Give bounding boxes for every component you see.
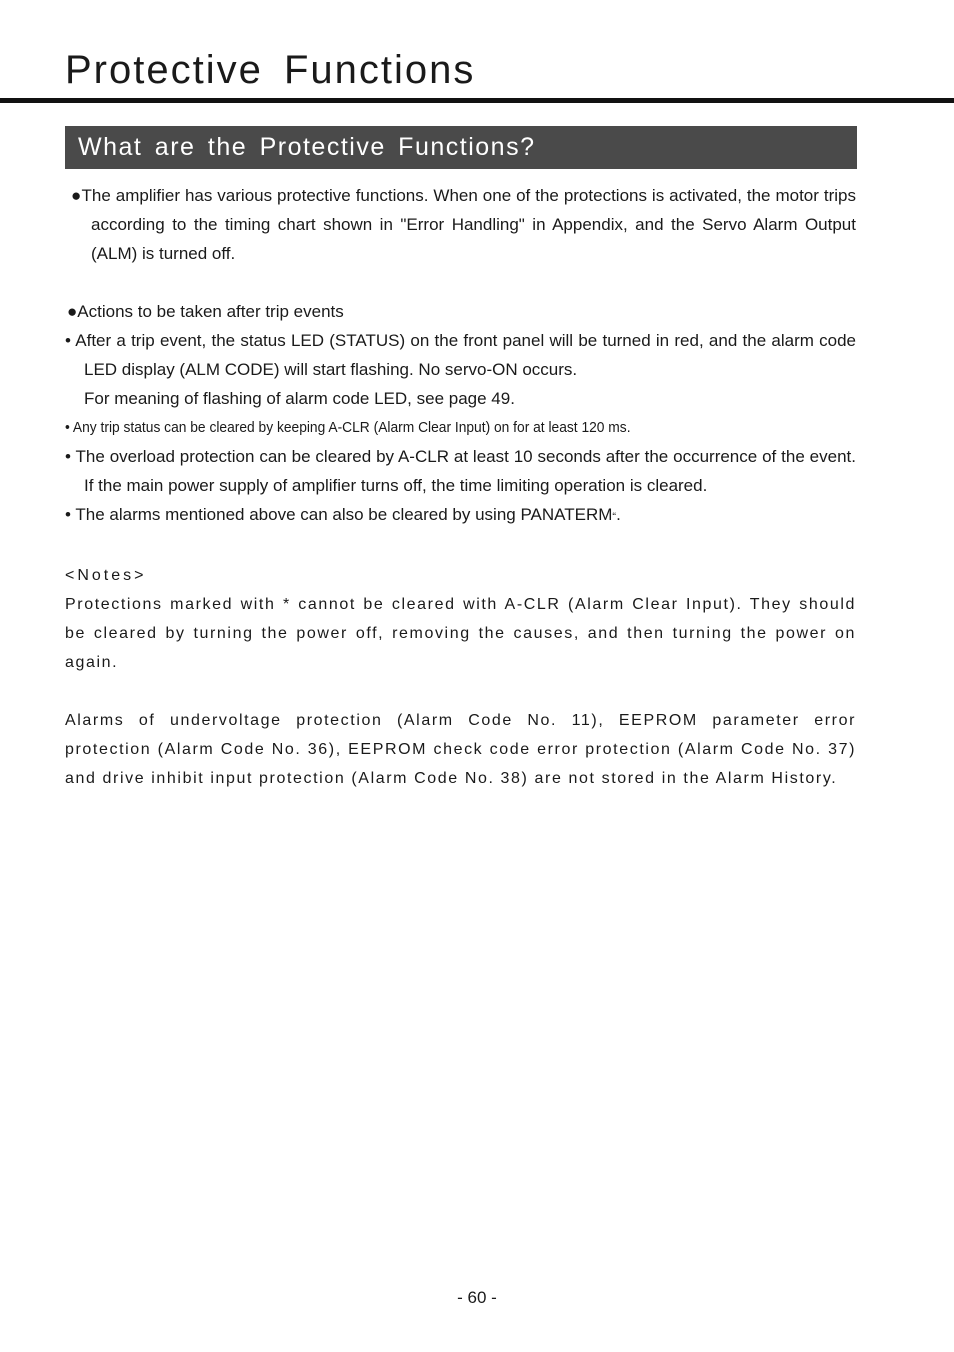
spacer <box>65 532 856 561</box>
page-title: Protective Functions <box>65 48 476 92</box>
trademark-mark: “ <box>612 511 617 523</box>
notes-paragraph-history: Alarms of undervoltage protection (Alarm Code No. 11), EEPROM parameter error protection (Alarm Code No. 36), EEPROM check code error protection (Alarm Code No. 37) and drive inhibit input protection (Alarm Code No. 38) are not stored in the Alarm History. <box>65 712 856 787</box>
intro-paragraph <box>65 181 856 268</box>
actions-item-panaterm-text: • The alarms mentioned above can also be cleared by using PANATERM <box>65 505 613 524</box>
actions-item-status-led-note: For meaning of flashing of alarm code LED, see page 49. <box>84 389 515 408</box>
page-number: - 60 - <box>457 1288 497 1307</box>
title-rule <box>0 98 954 103</box>
actions-heading-text: Actions to be taken after trip events <box>77 302 344 321</box>
spacer <box>65 677 856 706</box>
actions-heading <box>65 297 856 326</box>
actions-item-status-led: • After a trip event, the status LED (STATUS) on the front panel will be turned in red, and the alarm code LED display (ALM CODE) will start flashing. No servo-ON occurs. <box>65 331 856 379</box>
circle-bullet-icon: ● <box>71 186 82 205</box>
notes-paragraph-clearing: Protections marked with * cannot be cleared with A-CLR (Alarm Clear Input). They should be cleared by turning the power off, removing the causes, and then turning the power on again. <box>65 596 856 671</box>
actions-item-overload: • The overload protection can be cleared by A-CLR at least 10 seconds after the occurrence of the event. If the main power supply of amplifier turns off, the time limiting operation is cleared. <box>65 447 856 495</box>
actions-item-panaterm-end: . <box>616 505 621 524</box>
section-banner <box>65 126 857 169</box>
section-heading: What are the Protective Functions? <box>78 133 536 161</box>
actions-item-panaterm <box>65 500 856 532</box>
spacer <box>65 268 856 297</box>
intro-text: The amplifier has various protective functions. When one of the protections is activated, the motor trips according to the timing chart shown in "Error Handling" in Appendix, and the Servo Alarm Output (ALM) is turned off. <box>81 186 856 263</box>
page-content <box>65 181 856 793</box>
circle-bullet-icon: ● <box>67 302 78 321</box>
notes-heading: <Notes> <box>65 567 147 584</box>
actions-item-clear-trip: • Any trip status can be cleared by keeping A-CLR (Alarm Clear Input) on for at least 120 ms. <box>65 419 631 436</box>
